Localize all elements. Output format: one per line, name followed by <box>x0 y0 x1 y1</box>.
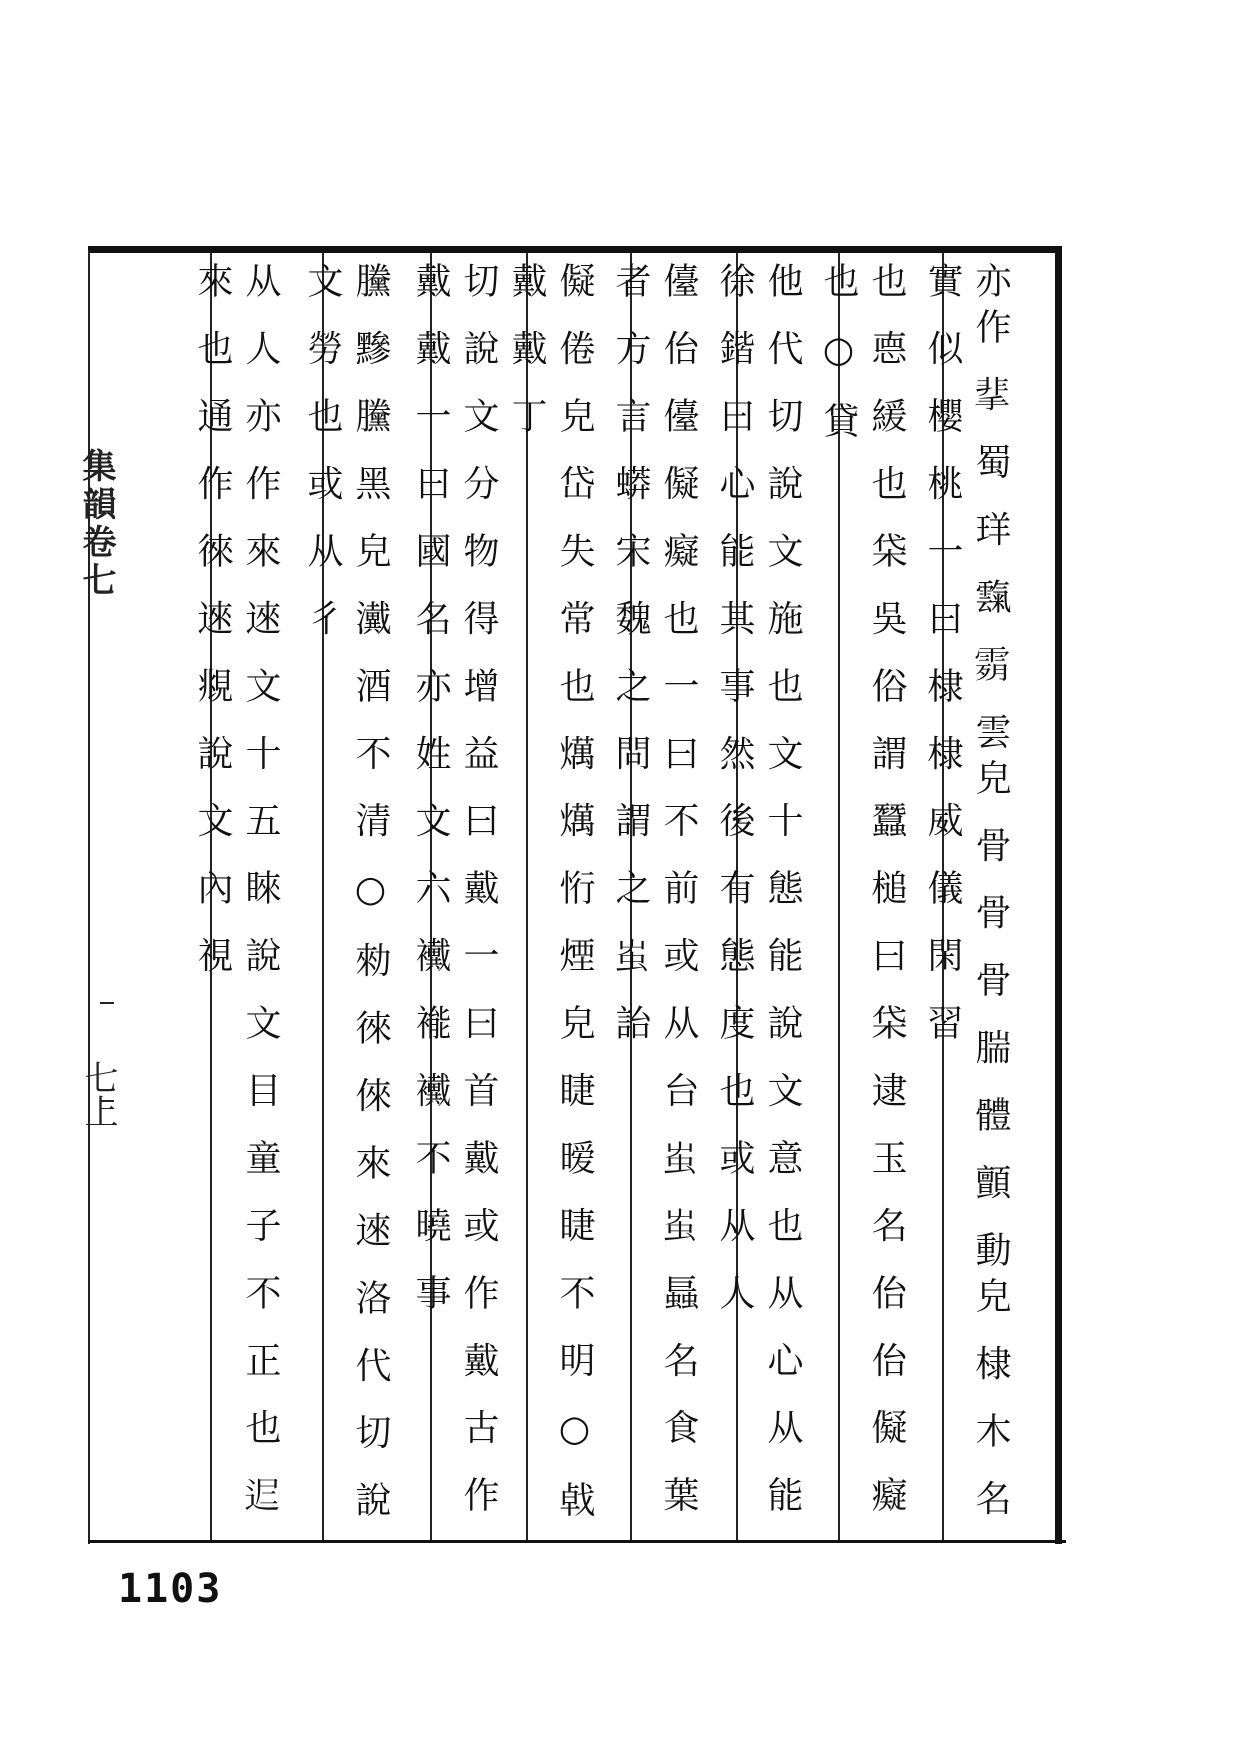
frame-bottom-rule <box>88 1540 1066 1543</box>
text-column-5: 儗 倦 皃 岱 失 常 也 燤 燤 㤚 煙 皃 睫 暧 睫 不 明 ○ 㦸 戴 戴 丁 <box>506 262 595 1527</box>
text-column-2: 也 㥁 緩 也 柋 吳 俗 謂 蠶 槌 曰 柋 逮 玉 名 佁 佁 儗 癡 也 ○ 貸 <box>818 262 907 1522</box>
text-column-4: 儓 佁 儓 儗 癡 也 一 曰 不 前 或 从 台 𧈪 𧈪 螶 名 食 葉 者 方 言 蟒 宋 魏 之 問 謂 之 𧈪 詒 <box>610 262 699 1522</box>
frame-left-rule <box>88 250 90 1544</box>
text-column-6: 切 說 文 分 物 得 增 益 曰 戴 一 曰 首 戴 或 作 戴 古 作 戴 戴 一 曰 國 名 亦 姓 文 六 襶 褦 襶 不 曉 事 <box>410 262 499 1522</box>
text-column-1: 亦作 𩇮 蜀 珜 霼 𩃴 雲皃 骨 骨 骨 腨 體 顫 動皃 棣 木 名 實 似 櫻 桃 一 曰 棣 棣 威 儀 閑 習 <box>922 262 1011 1526</box>
column-rule <box>526 252 528 1540</box>
page-number: 1103 <box>118 1566 223 1612</box>
margin-book-title: 集韻卷七 <box>76 448 116 600</box>
text-column-8: 从 人 亦 作 來 逨 文 十 五 睞 說 文 目 童 子 不 正 也 𨒈 來 也 通 作 徠 逨 覜 說 文 內 視 <box>192 262 281 1522</box>
margin-tick <box>100 1002 114 1004</box>
margin-volume-label: 七上 <box>78 1060 118 1128</box>
margin-tick <box>100 1100 114 1102</box>
text-column-3: 他 代 切 說 文 施 也 文 十 態 能 說 文 意 也 从 心 从 能 徐 鍇 曰 心 能 其 事 然 後 有 態 度 也 或 从 人 <box>714 262 803 1522</box>
text-column-7: 黱 黲 黱 黑 皃 瀻 酒 不 清 ○ 勑 徠 倈 來 逨 洛 代 切 說 文 勞 也 或 从 彳 <box>302 262 391 1527</box>
